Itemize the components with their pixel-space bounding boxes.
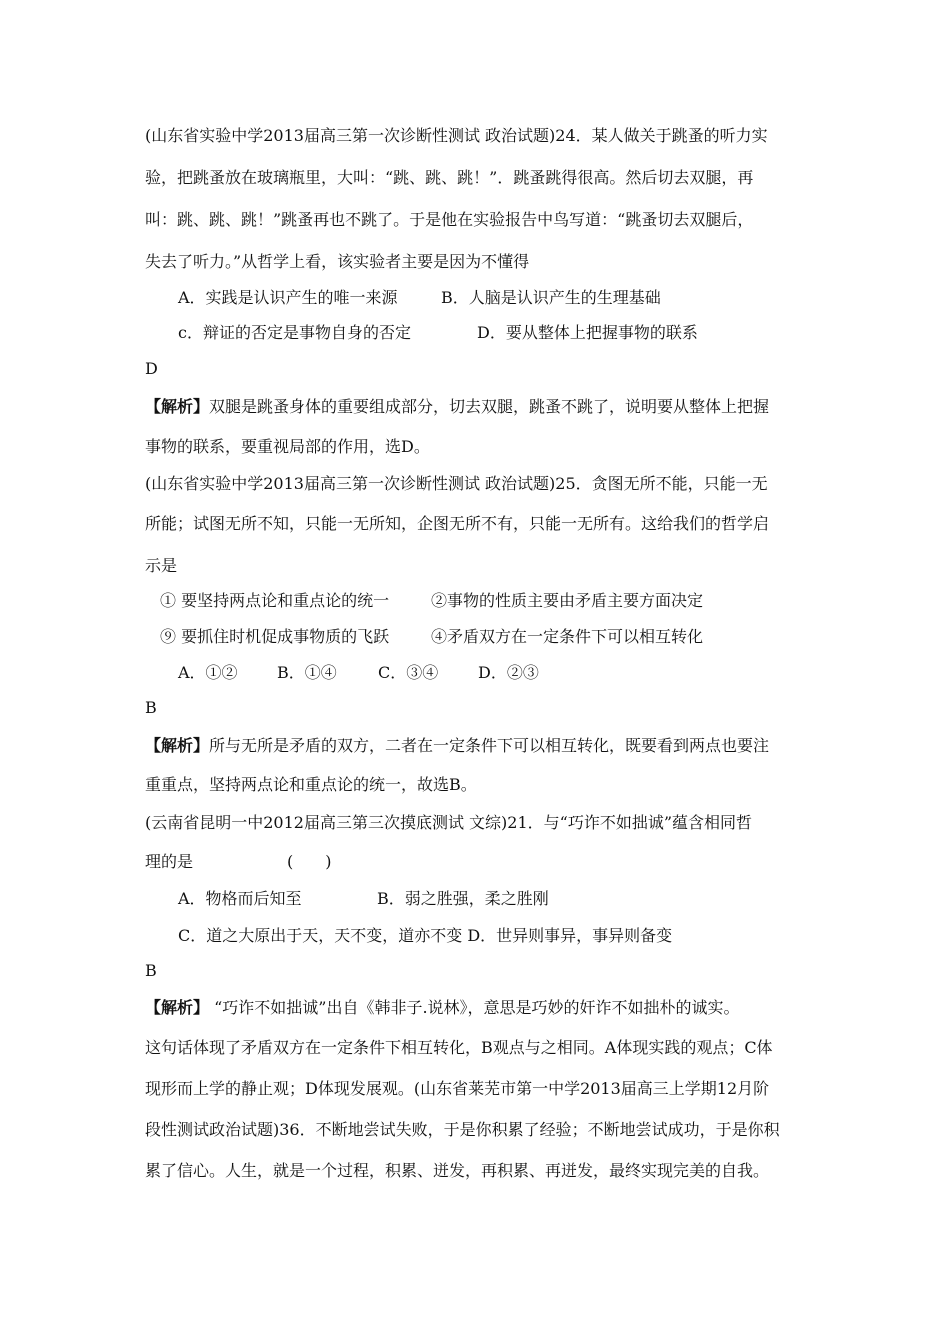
q24-option-b: B．人脑是认识产生的生理基础 — [441, 288, 661, 307]
q21-line-2 — [145, 851, 193, 873]
q21-line-1: (云南省昆明一中2012届高三第三次摸底测试 文综)21．与“巧诈不如拙诚”蕴含相同哲 — [145, 813, 753, 832]
q21-line-2-text: 理的是 — [145, 852, 194, 871]
analysis-tag: 【解析】 — [145, 397, 210, 416]
q24-option-a: A．实践是认识产生的唯一来源 — [178, 288, 398, 307]
q21-analysis-1 — [145, 997, 740, 1019]
q25-item-3: ⑨ 要抓住时机促成事物质的飞跃 — [160, 627, 390, 646]
q25-item-1: ① 要坚持两点论和重点论的统一 — [160, 591, 390, 610]
q21-option-b: B．弱之胜强，柔之胜刚 — [377, 889, 549, 908]
q24-line-1: (山东省实验中学2013届高三第一次诊断性测试 政治试题)24．某人做关于跳蚤的听力实 — [145, 126, 768, 145]
q24-option-d: D．要从整体上把握事物的联系 — [477, 323, 698, 342]
q25-answer: B — [145, 698, 157, 717]
q24-line-4: 失去了听力。”从哲学上看，该实验者主要是因为不懂得 — [145, 252, 530, 271]
q24-line-3: 叫：跳、跳、跳！”跳蚤再也不跳了。于是他在实验报告中鸟写道：“跳蚤切去双腿后， — [145, 210, 754, 229]
q25-line-2: 所能；试图无所不知，只能一无所知，企图无所不有，只能一无所有。这给我们的哲学启 — [145, 514, 770, 533]
q25-option-a: A．①② — [178, 663, 238, 682]
q21-analysis-3: 现形而上学的静止观；D体现发展观。(山东省莱芜市第一中学2013届高三上学期12月阶 — [145, 1079, 770, 1098]
q21-analysis-text: “巧诈不如拙诚”出自《韩非子.说林》，意思是巧妙的奸诈不如拙朴的诚实。 — [209, 998, 740, 1017]
q25-analysis-2: 重重点，坚持两点论和重点论的统一，故选B。 — [145, 775, 477, 794]
analysis-tag: 【解析】 — [145, 998, 210, 1017]
q24-analysis-1 — [145, 396, 769, 418]
q21-option-a: A．物格而后知至 — [178, 889, 302, 908]
q25-analysis-1 — [145, 735, 769, 757]
analysis-tag: 【解析】 — [145, 736, 210, 755]
q21-answer: B — [145, 961, 157, 980]
q36-line-2: 累了信心。人生，就是一个过程，积累、迸发，再积累、再迸发，最终实现完美的自我。 — [145, 1161, 770, 1180]
q21-analysis-2: 这句话体现了矛盾双方在一定条件下相互转化，B观点与之相同。A体现实践的观点；C体 — [145, 1038, 773, 1057]
q24-answer: D — [145, 359, 158, 378]
q24-analysis-2: 事物的联系，要重视局部的作用，选D。 — [145, 437, 430, 456]
q25-item-4: ④矛盾双方在一定条件下可以相互转化 — [431, 627, 704, 646]
q25-item-2: ②事物的性质主要由矛盾主要方面决定 — [431, 591, 704, 610]
q24-option-c: c．辩证的否定是事物自身的否定 — [178, 323, 411, 342]
q25-line-1: (山东省实验中学2013届高三第一次诊断性测试 政治试题)25．贪图无所不能，只能一无 — [145, 474, 768, 493]
q25-option-c: C．③④ — [378, 663, 439, 682]
q24-line-2: 验，把跳蚤放在玻璃瓶里，大叫：“跳、跳、跳！”．跳蚤跳得很高。然后切去双腿，再 — [145, 168, 754, 187]
q25-analysis-text: 所与无所是矛盾的双方，二者在一定条件下可以相互转化，既要看到两点也要注 — [209, 736, 770, 755]
q24-analysis-text: 双腿是跳蚤身体的重要组成部分，切去双腿，跳蚤不跳了，说明要从整体上把握 — [209, 397, 770, 416]
q25-line-3: 示是 — [145, 556, 178, 575]
q21-option-cd: C．道之大原出于天，天不变，道亦不变 D．世异则事异，事异则备变 — [178, 926, 673, 945]
q25-option-b: B．①④ — [277, 663, 337, 682]
q25-option-d: D．②③ — [478, 663, 539, 682]
q21-answer-paren: ( ) — [287, 852, 332, 871]
q36-line-1: 段性测试政治试题)36．不断地尝试失败，于是你积累了经验；不断地尝试成功，于是你积 — [145, 1120, 780, 1139]
